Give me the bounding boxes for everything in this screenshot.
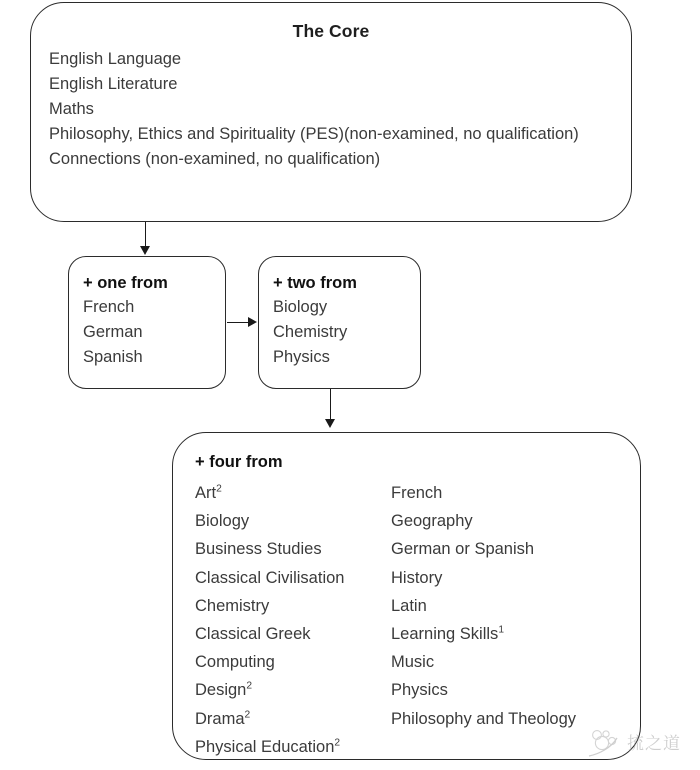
footnote-marker: 1 <box>498 624 504 636</box>
four-from-item: Music <box>391 653 435 672</box>
two-from-list <box>273 271 357 370</box>
one-from-item: French <box>83 298 135 316</box>
core-item: English Language <box>49 50 182 68</box>
four-from-item: Philosophy and Theology <box>391 709 576 728</box>
four-from-columns <box>195 479 624 761</box>
core-box <box>30 2 632 222</box>
arrow-down-icon <box>140 246 150 255</box>
two-from-item: Biology <box>273 298 328 316</box>
four-from-item: History <box>391 568 443 587</box>
core-item: Maths <box>49 100 94 118</box>
core-item: Connections (non-examined, no qualification) <box>49 150 381 168</box>
footnote-marker: 2 <box>334 737 341 749</box>
four-from-item: Physical Education$^2$ <box>195 737 341 756</box>
two-from-heading: + two from <box>273 274 357 292</box>
footnote-marker: 2 <box>246 680 253 692</box>
four-from-item: Computing <box>195 653 275 672</box>
four-from-item: Chemistry <box>195 596 270 615</box>
four-from-item: Learning Skills$^1$ <box>391 624 504 644</box>
connector-one-from-to-two-from-line <box>227 322 249 323</box>
watermark-text: 㧧之道 <box>627 734 681 754</box>
four-from-item: Latin <box>391 596 427 615</box>
four-from-item: French <box>391 484 443 502</box>
two-from-box <box>258 256 421 389</box>
arrow-down-icon <box>325 419 335 428</box>
footnote-marker: 2 <box>244 709 251 721</box>
core-item: English Literature <box>49 75 178 93</box>
two-from-item: Chemistry <box>273 323 348 341</box>
four-from-heading: + four from <box>195 453 283 471</box>
two-from-item: Physics <box>273 348 330 366</box>
four-from-item: Geography <box>391 512 473 531</box>
four-from-item: Physics <box>391 681 448 700</box>
one-from-box <box>68 256 226 389</box>
core-title: The Core <box>292 21 370 41</box>
arrow-right-icon <box>248 317 257 327</box>
four-from-item: Biology <box>195 512 250 531</box>
one-from-item: German <box>83 323 143 341</box>
core-item: Philosophy, Ethics and Spirituality (PES)(non-examined, no qualification) <box>49 125 579 143</box>
one-from-heading: + one from <box>83 274 168 292</box>
connector-core-to-one-from-line <box>145 222 146 248</box>
four-from-left-column <box>195 479 391 761</box>
four-from-item: Drama$^2$ <box>195 709 251 728</box>
four-from-item: Art$^2$ <box>195 483 222 502</box>
one-from-item: Spanish <box>83 348 143 366</box>
four-from-box <box>172 432 641 760</box>
four-from-item: Business Studies <box>195 540 322 559</box>
four-from-item: Classical Greek <box>195 625 311 644</box>
four-from-item: Design$^2$ <box>195 680 253 700</box>
one-from-list <box>83 271 168 370</box>
footnote-marker: 2 <box>216 483 222 495</box>
four-from-item: German or Spanish <box>391 540 535 559</box>
four-from-item: Classical Civilisation <box>195 568 345 587</box>
connector-two-from-to-four-from-line <box>330 389 331 421</box>
four-from-right-column <box>391 479 624 761</box>
core-subject-list <box>49 47 619 172</box>
